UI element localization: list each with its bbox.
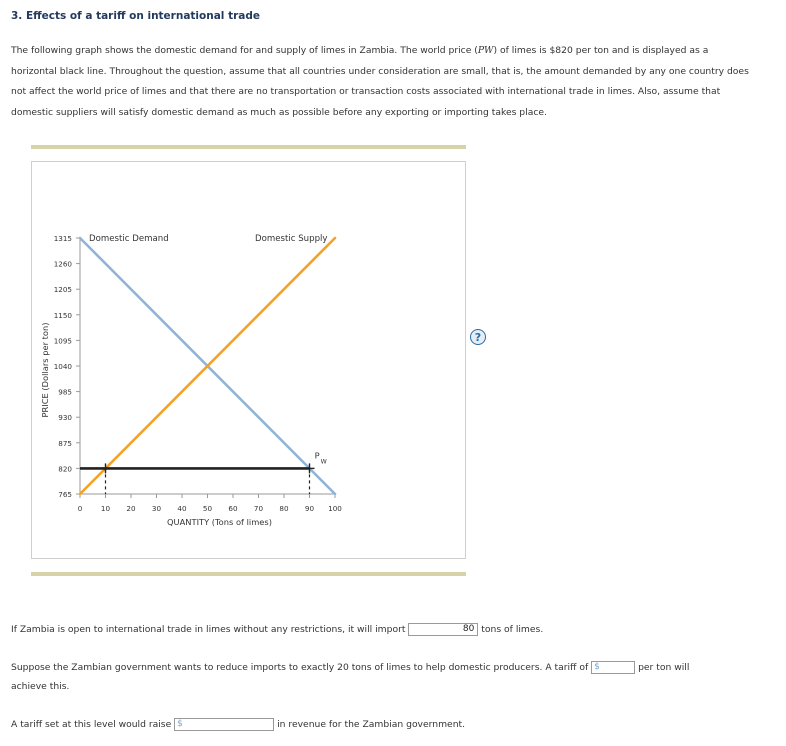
y-tick-label: 985 [58, 387, 72, 397]
y-tick-label: 1315 [53, 234, 72, 243]
x-tick-label: 90 [304, 504, 315, 513]
revenue-placeholder: $ [177, 719, 183, 729]
q1-text-after: tons of limes. [481, 624, 544, 635]
question-tariff [11, 661, 689, 674]
x-tick-label: 70 [253, 504, 264, 513]
imports-value: 80 [462, 624, 475, 634]
pw-label-subscript: W [320, 458, 327, 466]
demand-label: Domestic Demand [89, 234, 169, 244]
question-revenue [11, 718, 465, 731]
imports-input[interactable] [408, 623, 478, 636]
question-imports [11, 623, 543, 636]
x-tick-label: 60 [228, 504, 238, 513]
x-tick-label: 0 [77, 504, 83, 513]
y-tick-label: 820 [58, 464, 72, 474]
x-tick-label: 20 [126, 504, 136, 513]
question-tariff-line2: achieve this. [11, 681, 70, 692]
q3-text-before: A tariff set at this level would raise [11, 719, 172, 730]
x-tick-label: 30 [151, 504, 162, 513]
q3-text-after: in revenue for the Zambian government. [277, 719, 466, 730]
x-axis-label: QUANTITY (Tons of limes) [167, 517, 272, 527]
revenue-input[interactable] [174, 718, 274, 731]
y-axis-label: PRICE (Dollars per ton) [40, 322, 50, 418]
y-tick-label: 1205 [53, 285, 72, 295]
intro-text-2: ) of limes is $820 per ton and is displayed as a horizontal black line. Throughout the question, assume that all countries under consideration are small, that is, the amount demanded by any one country does not affect the world price of limes and that there are no transportation or transaction costs associated with international trade in limes. Also, assume that domestic suppliers will satisfy domestic demand as much as possible before any exporting or importing takes place. [11, 45, 749, 118]
y-tick-label: 1260 [53, 259, 72, 269]
supply-label: Domestic Supply [255, 234, 328, 244]
q2-text-before: Suppose the Zambian government wants to reduce imports to exactly 20 tons of limes to help domestic producers. A tariff of [11, 662, 589, 673]
x-tick-label: 40 [177, 504, 187, 513]
x-tick-label: 50 [202, 504, 213, 513]
q1-text-before: If Zambia is open to international trade in limes without any restrictions, it will import [11, 624, 406, 635]
pw-label: P [314, 450, 320, 461]
y-tick-label: 875 [58, 438, 72, 448]
x-tick-label: 100 [328, 504, 342, 513]
y-tick-label: 1040 [53, 362, 72, 371]
y-tick-label: 1150 [53, 310, 72, 320]
y-tick-label: 1095 [53, 336, 72, 346]
y-tick-label: 930 [58, 413, 72, 423]
intro-text-1: The following graph shows the domestic demand for and supply of limes in Zambia. The world price ( [11, 45, 478, 56]
tariff-input[interactable] [591, 661, 635, 674]
tariff-placeholder: $ [594, 662, 600, 672]
question-title: 3. Effects of a tariff on international trade [11, 10, 260, 22]
x-tick-label: 10 [100, 504, 111, 513]
x-tick-label: 80 [279, 504, 289, 513]
bottom-divider [31, 572, 466, 576]
q2-text-after: per ton will [638, 662, 690, 673]
help-icon[interactable]: ? [470, 329, 486, 345]
pw-symbol: PW [477, 45, 494, 56]
y-tick-label: 765 [58, 490, 72, 499]
